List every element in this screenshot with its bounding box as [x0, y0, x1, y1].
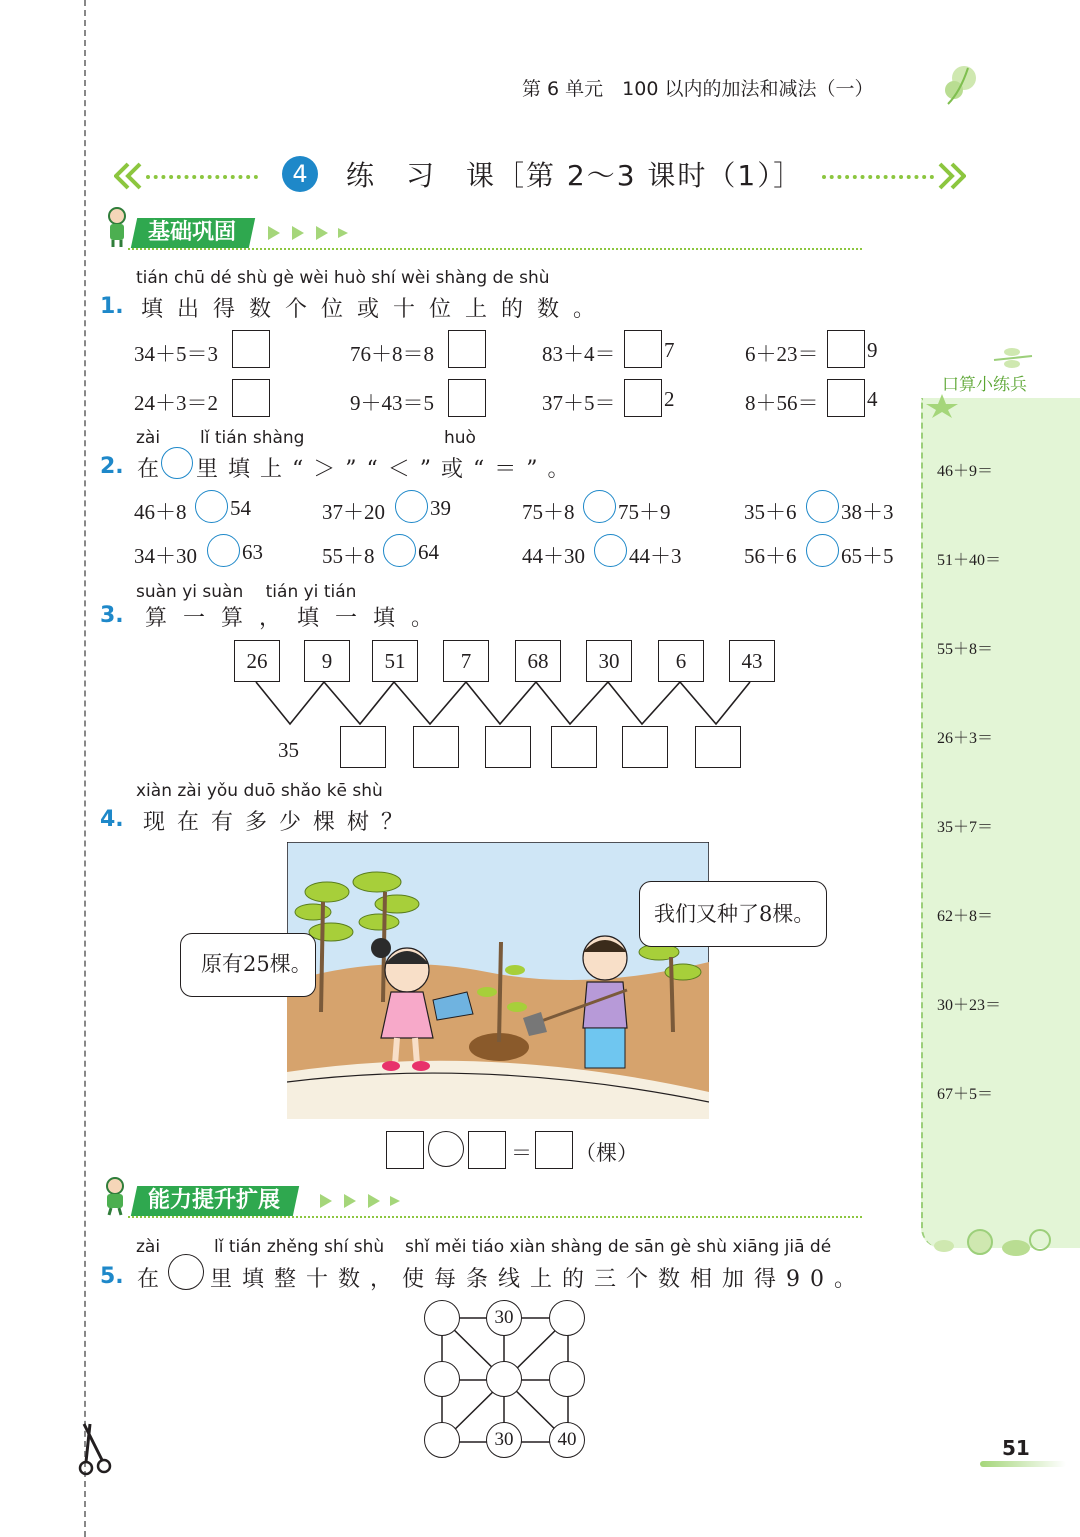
q2-number: 2.: [100, 454, 124, 479]
section-rule: [128, 1216, 862, 1218]
q2-instruction-a: 在: [137, 457, 160, 482]
compare-circle[interactable]: [195, 490, 228, 523]
speech-girl-text: 原有25棵。: [201, 952, 312, 976]
q5-blank-circle[interactable]: [549, 1300, 585, 1336]
q1-item: 24＋3＝2: [134, 391, 218, 415]
q1-item-digit: 7: [664, 338, 675, 362]
q2-item: 44＋30: [522, 544, 585, 568]
q2-item: 54: [230, 496, 251, 520]
q3-answer-box[interactable]: [485, 726, 531, 768]
q2-item: 64: [418, 540, 439, 564]
q5-pinyin: shǐ měi tiáo xiàn shàng de sān gè shù xiāng jiā dé: [405, 1237, 832, 1257]
answer-box[interactable]: [624, 330, 662, 368]
q2-instruction-b: 里填上“＞”“＜”或“＝”。: [196, 457, 580, 482]
q1-item: 37＋5＝: [542, 391, 616, 415]
sidebar-item: 51＋40＝: [937, 552, 1002, 569]
q1-item: 9＋43＝5: [350, 391, 434, 415]
arrow-trail-icon: [318, 1192, 402, 1210]
girl-mascot-icon: [100, 1176, 130, 1216]
section-basic-banner: 基础巩固: [131, 218, 255, 248]
q2-item: 75＋8: [522, 500, 575, 524]
leaf-decoration-icon: [938, 62, 982, 108]
compare-circle[interactable]: [383, 534, 416, 567]
q3-answer-box[interactable]: [413, 726, 459, 768]
q2-pinyin: zài: [136, 428, 161, 448]
q2-pinyin: lǐ tián shàng: [200, 428, 305, 448]
q4-pinyin: xiàn zài yǒu duō shǎo kē shù: [136, 781, 383, 801]
q3-top-number: 6: [658, 640, 704, 682]
q3-answer-box[interactable]: [340, 726, 386, 768]
speech-bubble-girl: [180, 933, 316, 997]
q2-item: 63: [242, 540, 263, 564]
q3-answer-box[interactable]: [622, 726, 668, 768]
q3-top-number: 9: [304, 640, 350, 682]
q1-item: 6＋23＝: [745, 342, 819, 366]
q2-item: 35＋6: [744, 500, 797, 524]
boy-mascot-icon: [104, 206, 130, 248]
q4-equals: ＝: [511, 1141, 532, 1165]
answer-box[interactable]: [232, 330, 270, 368]
q3-top-number: 30: [586, 640, 632, 682]
q5-pinyin: lǐ tián zhěng shí shù: [214, 1237, 385, 1257]
q1-item: 8＋56＝: [745, 391, 819, 415]
arrow-trail-icon: [266, 224, 350, 242]
scissors-icon: [76, 1420, 120, 1480]
q3-first-result: 35: [278, 738, 299, 762]
q3-answer-box[interactable]: [551, 726, 597, 768]
q5-circle-sample: [168, 1254, 204, 1290]
q3-top-number: 68: [515, 640, 561, 682]
q3-top-number: 51: [372, 640, 418, 682]
q2-item: 37＋20: [322, 500, 385, 524]
q4-number: 4.: [100, 807, 124, 832]
sidebar-item: 26＋3＝: [937, 730, 994, 747]
answer-box[interactable]: [827, 330, 865, 368]
lesson-title-row: [110, 150, 970, 204]
page-number-underline: [980, 1461, 1066, 1467]
q1-item: 76＋8＝8: [350, 342, 434, 366]
page-number: 51: [1002, 1436, 1030, 1460]
q5-number: 5.: [100, 1264, 124, 1289]
compare-circle[interactable]: [806, 490, 839, 523]
q1-item-digit: 2: [664, 387, 675, 411]
q2-item: 34＋30: [134, 544, 197, 568]
q3-connector-lines: [230, 682, 790, 732]
speech-boy-text: 我们又种了8棵。: [654, 902, 815, 926]
q4-result-box[interactable]: [535, 1131, 573, 1169]
q3-answer-box[interactable]: [695, 726, 741, 768]
q1-item: 83＋4＝: [542, 342, 616, 366]
double-chevron-left-icon: [114, 162, 144, 190]
q2-item: 56＋6: [744, 544, 797, 568]
sidebar-item: 46＋9＝: [937, 463, 994, 480]
q1-item-digit: 9: [867, 338, 878, 362]
q5-given-circle: 30: [486, 1300, 522, 1336]
q3-top-number: 26: [234, 640, 280, 682]
q5-instruction-b: 里填整十数，使每条线上的三个数相加得90。: [210, 1267, 866, 1292]
q5-instruction-a: 在: [137, 1267, 160, 1292]
dragonfly-icon: [990, 346, 1036, 372]
q5-blank-circle[interactable]: [549, 1361, 585, 1397]
q5-blank-circle[interactable]: [424, 1300, 460, 1336]
answer-box[interactable]: [827, 379, 865, 417]
q1-pinyin: tián chū dé shù gè wèi huò shí wèi shàng de shù: [136, 268, 550, 288]
q4-unit: （棵）: [575, 1141, 638, 1165]
sidebar-item: 30＋23＝: [937, 997, 1002, 1014]
q5-blank-circle[interactable]: [486, 1361, 522, 1397]
speech-bubble-boy: [639, 881, 827, 947]
q5-given-circle: 30: [486, 1422, 522, 1458]
compare-circle[interactable]: [207, 534, 240, 567]
q4-answer-box[interactable]: [468, 1131, 506, 1169]
q2-item: 75＋9: [618, 500, 671, 524]
compare-circle[interactable]: [594, 534, 627, 567]
q1-item-digit: 4: [867, 387, 878, 411]
cut-line: [84, 0, 86, 1537]
q2-item: 55＋8: [322, 544, 375, 568]
sidebar-item: 55＋8＝: [937, 641, 994, 658]
answer-box[interactable]: [448, 379, 486, 417]
sidebar-item: 62＋8＝: [937, 908, 994, 925]
section-advanced-banner: 能力提升扩展: [131, 1186, 299, 1216]
lesson-number-badge: 4: [282, 156, 318, 192]
q3-pinyin: suàn yi suàn tián yi tián: [136, 582, 357, 602]
compare-circle[interactable]: [395, 490, 428, 523]
answer-box[interactable]: [624, 379, 662, 417]
sidebar-title: 口算小练兵: [942, 375, 1027, 395]
q2-item: 65＋5: [841, 544, 894, 568]
q2-pinyin: huò: [444, 428, 476, 448]
q1-instruction: 填出得数个位或十位上的数。: [141, 297, 610, 322]
q3-number: 3.: [100, 603, 124, 628]
q4-instruction: 现在有多少棵树？: [143, 810, 416, 835]
sidebar-item: 35＋7＝: [937, 819, 994, 836]
unit-header: 第 6 单元 100 以内的加法和减法（一）: [522, 78, 874, 100]
sidebar-item: 67＋5＝: [937, 1086, 994, 1103]
q5-given-circle: 40: [549, 1422, 585, 1458]
compare-circle[interactable]: [583, 490, 616, 523]
compare-circle-sample: [161, 447, 193, 479]
q4-operator-circle[interactable]: [428, 1131, 464, 1167]
q2-item: 46＋8: [134, 500, 187, 524]
q2-item: 39: [430, 496, 451, 520]
q5-pinyin: zài: [136, 1237, 161, 1257]
q4-answer-box[interactable]: [386, 1131, 424, 1169]
q1-number: 1.: [100, 294, 124, 319]
q3-instruction: 算一算，填一填。: [145, 606, 450, 631]
q2-item: 38＋3: [841, 500, 894, 524]
compare-circle[interactable]: [806, 534, 839, 567]
mental-math-sidebar: [921, 398, 1080, 1248]
snail-flower-decoration-icon: [928, 1222, 1058, 1266]
answer-box[interactable]: [448, 330, 486, 368]
lesson-title: 练 习 课［第 2～3 课时（1）］: [346, 159, 804, 192]
q5-blank-circle[interactable]: [424, 1361, 460, 1397]
q2-item: 44＋3: [629, 544, 682, 568]
q1-item: 34＋5＝3: [134, 342, 218, 366]
leaf-cluster-icon: [924, 392, 960, 418]
q5-blank-circle[interactable]: [424, 1422, 460, 1458]
double-chevron-right-icon: [936, 162, 966, 190]
q3-top-number: 7: [443, 640, 489, 682]
answer-box[interactable]: [232, 379, 270, 417]
section-rule: [128, 248, 862, 250]
q3-top-number: 43: [729, 640, 775, 682]
